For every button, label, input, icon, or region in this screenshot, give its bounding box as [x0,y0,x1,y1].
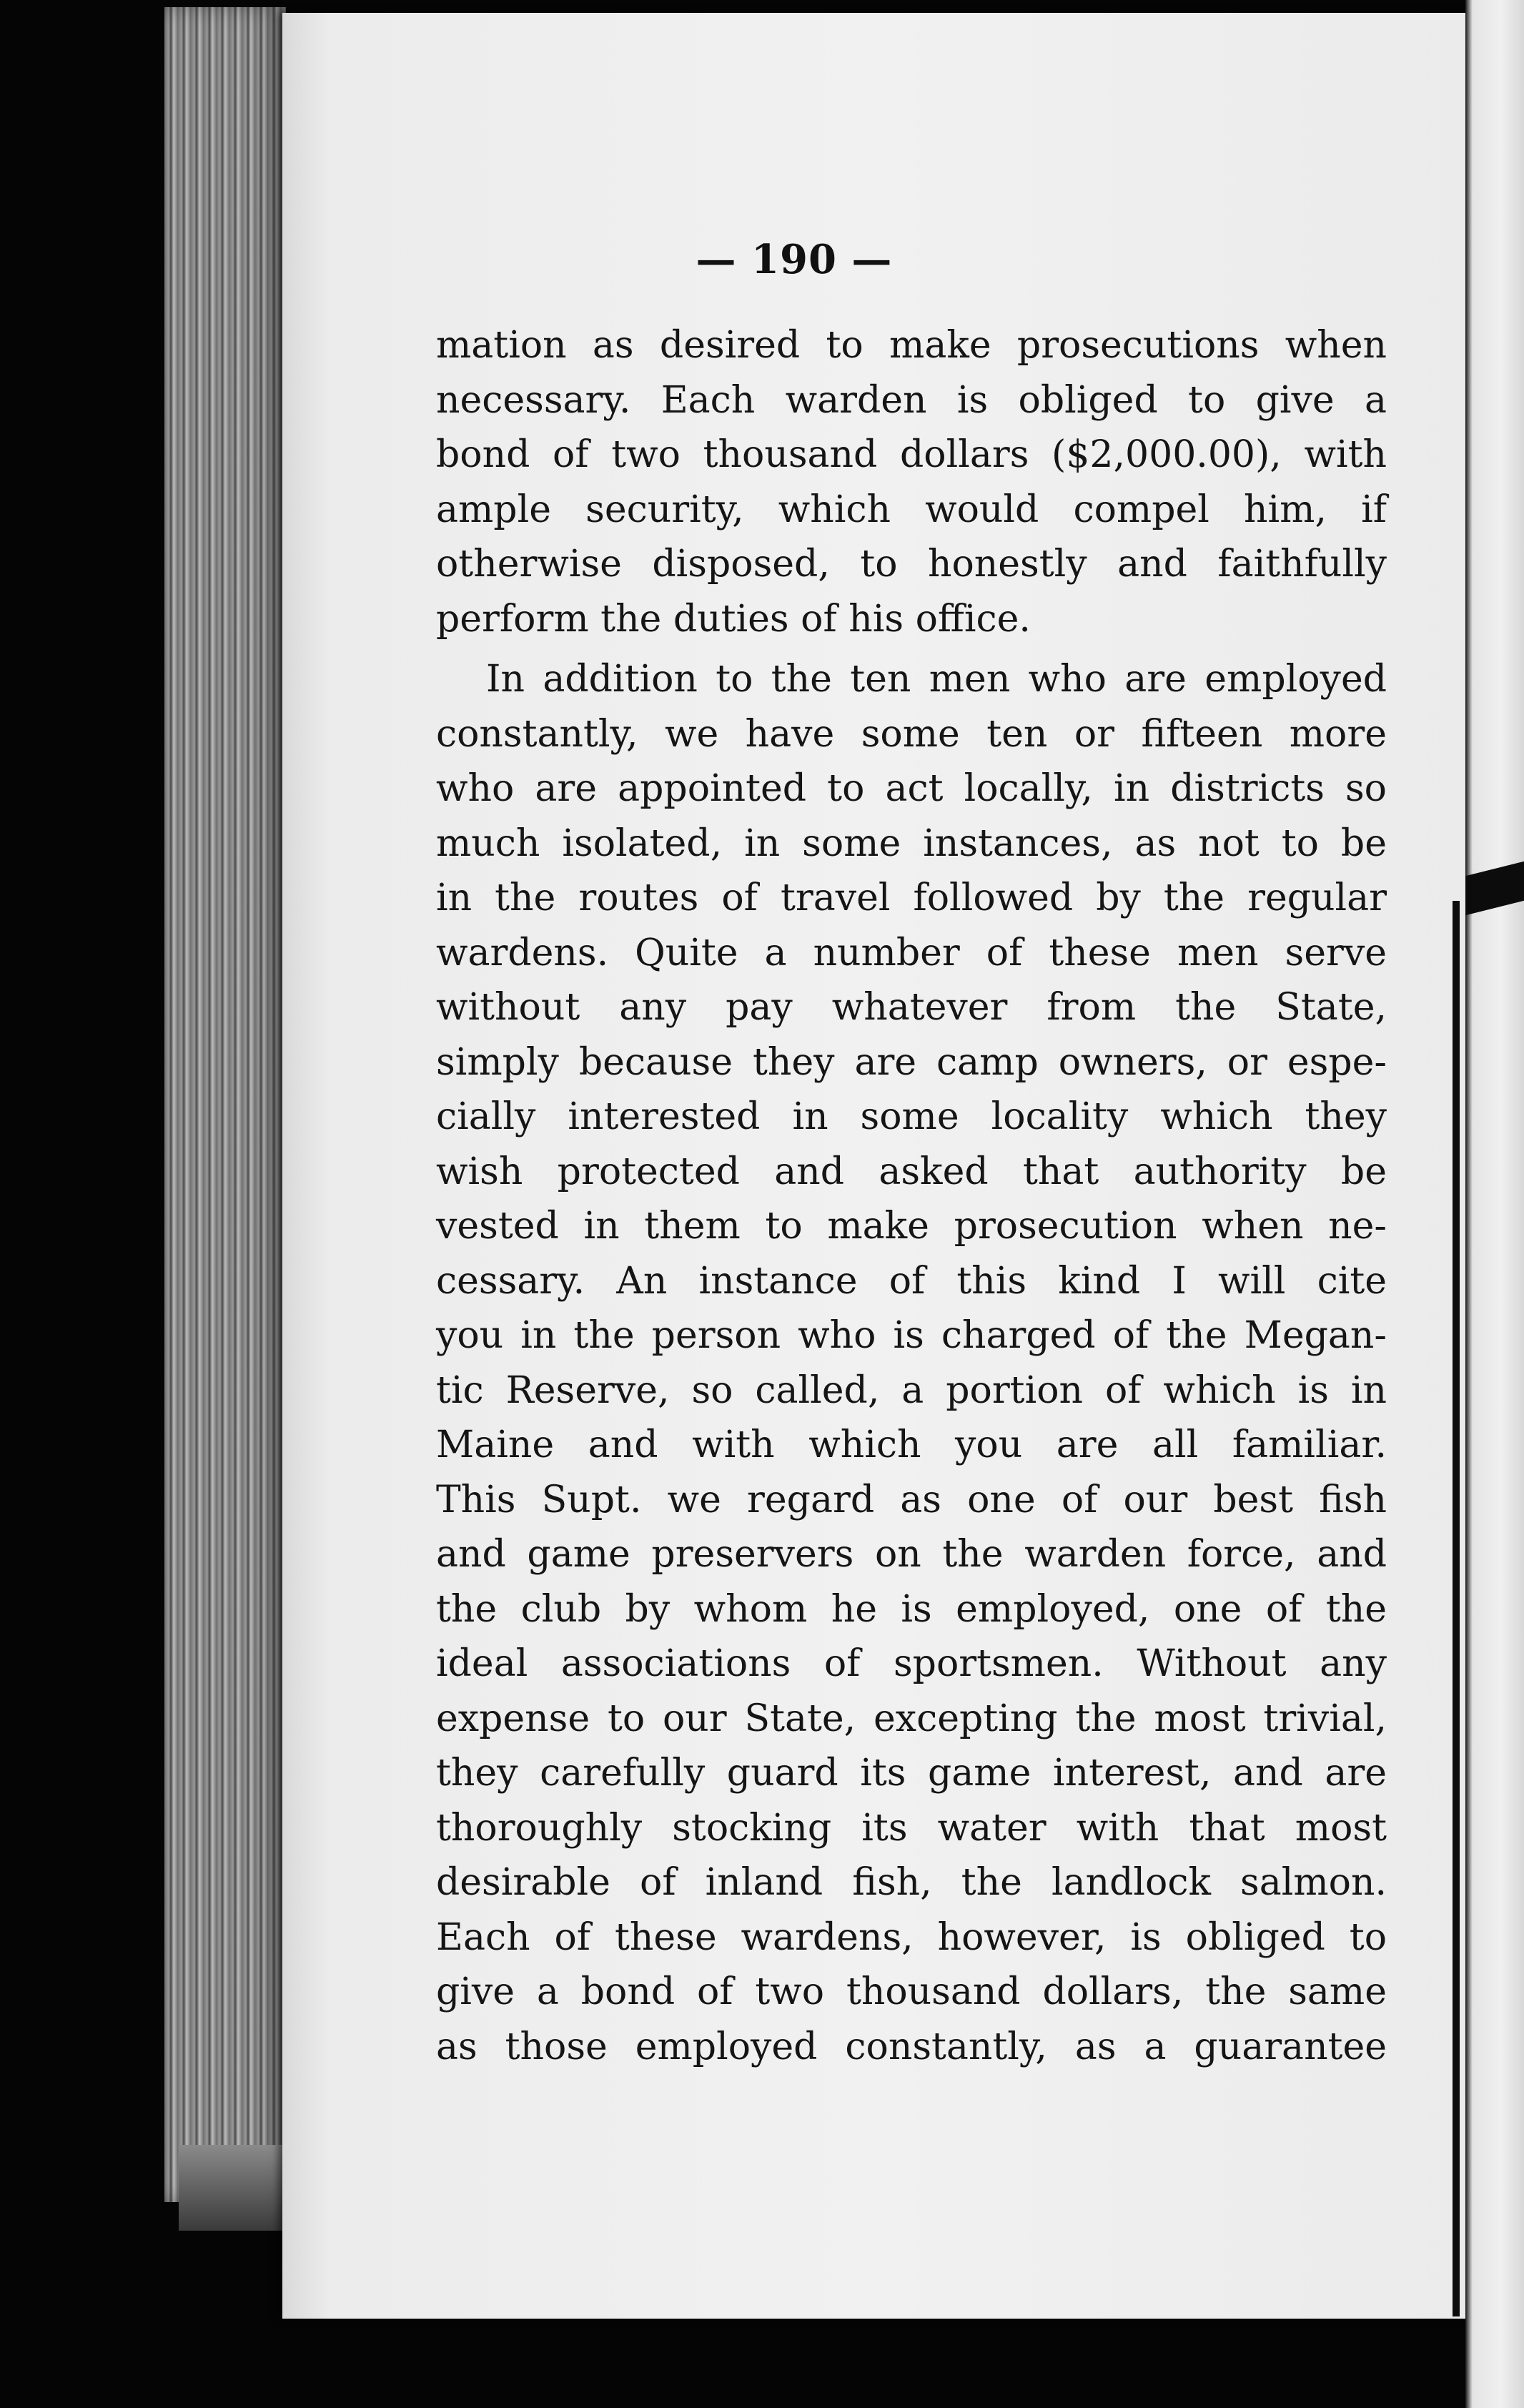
text-line: and game preservers on the warden force, and [436,1533,1387,1576]
paragraph-gap [436,646,1387,652]
paragraph-2 [436,652,1387,2074]
page-margin-rule [1453,901,1460,2316]
paragraph-1 [436,318,1387,646]
text-line: in the routes of travel followed by the regular [436,877,1387,919]
text-line: bond of two thousand dollars ($2,000.00), with [436,433,1387,476]
page-number: — 190 — [696,236,893,283]
book-page-edges [164,7,286,2202]
text-line: as those employed constantly, as a guarantee [436,2025,1387,2068]
text-line: perform the duties of his office. [436,597,1031,641]
text-line: the club by whom he is employed, one of the [436,1587,1387,1631]
text-line: much isolated, in some instances, as not to be [436,821,1387,865]
text-line: necessary. Each warden is obliged to give a [436,378,1387,422]
text-line: give a bond of two thousand dollars, the same [436,1970,1387,2013]
text-line: who are appointed to act locally, in districts so [436,767,1387,810]
text-line: expense to our State, excepting the most trivial, [436,1697,1387,1740]
text-line: vested in them to make prosecution when ne- [436,1205,1387,1248]
text-line: Each of these wardens, however, is obliged to [436,1915,1387,1959]
text-line: cially interested in some locality which they [436,1095,1387,1138]
text-line: thoroughly stocking its water with that most [436,1806,1387,1850]
text-line: wardens. Quite a number of these men serve [436,931,1387,974]
text-line: In addition to the ten men who are employed [486,658,1387,701]
text-line: otherwise disposed, to honestly and faithfully [436,543,1387,586]
text-line: cessary. An instance of this kind I will cite [436,1259,1387,1303]
text-line: without any pay whatever from the State, [436,986,1387,1029]
text-line: they carefully guard its game interest, and are [436,1752,1387,1795]
text-line: wish protected and asked that authority be [436,1150,1387,1193]
body-text [436,318,1387,2074]
text-line: ideal associations of sportsmen. Without any [436,1642,1387,1685]
text-line: mation as desired to make prosecutions when [436,324,1387,367]
text-line: This Supt. we regard as one of our best fish [436,1478,1387,1521]
text-line: simply because they are camp owners, or espe- [436,1040,1387,1084]
next-page-edge [1465,0,1524,2408]
book-page-edges-bottom [179,2145,293,2231]
text-line: desirable of inland fish, the landlock salmon. [436,1861,1387,1904]
text-line: tic Reserve, so called, a portion of which is in [436,1368,1387,1412]
text-line: ample security, which would compel him, if [436,488,1387,531]
text-line: constantly, we have some ten or fifteen more [436,712,1387,756]
text-line: Maine and with which you are all familiar. [436,1423,1387,1466]
text-line: you in the person who is charged of the Megan- [436,1314,1387,1357]
